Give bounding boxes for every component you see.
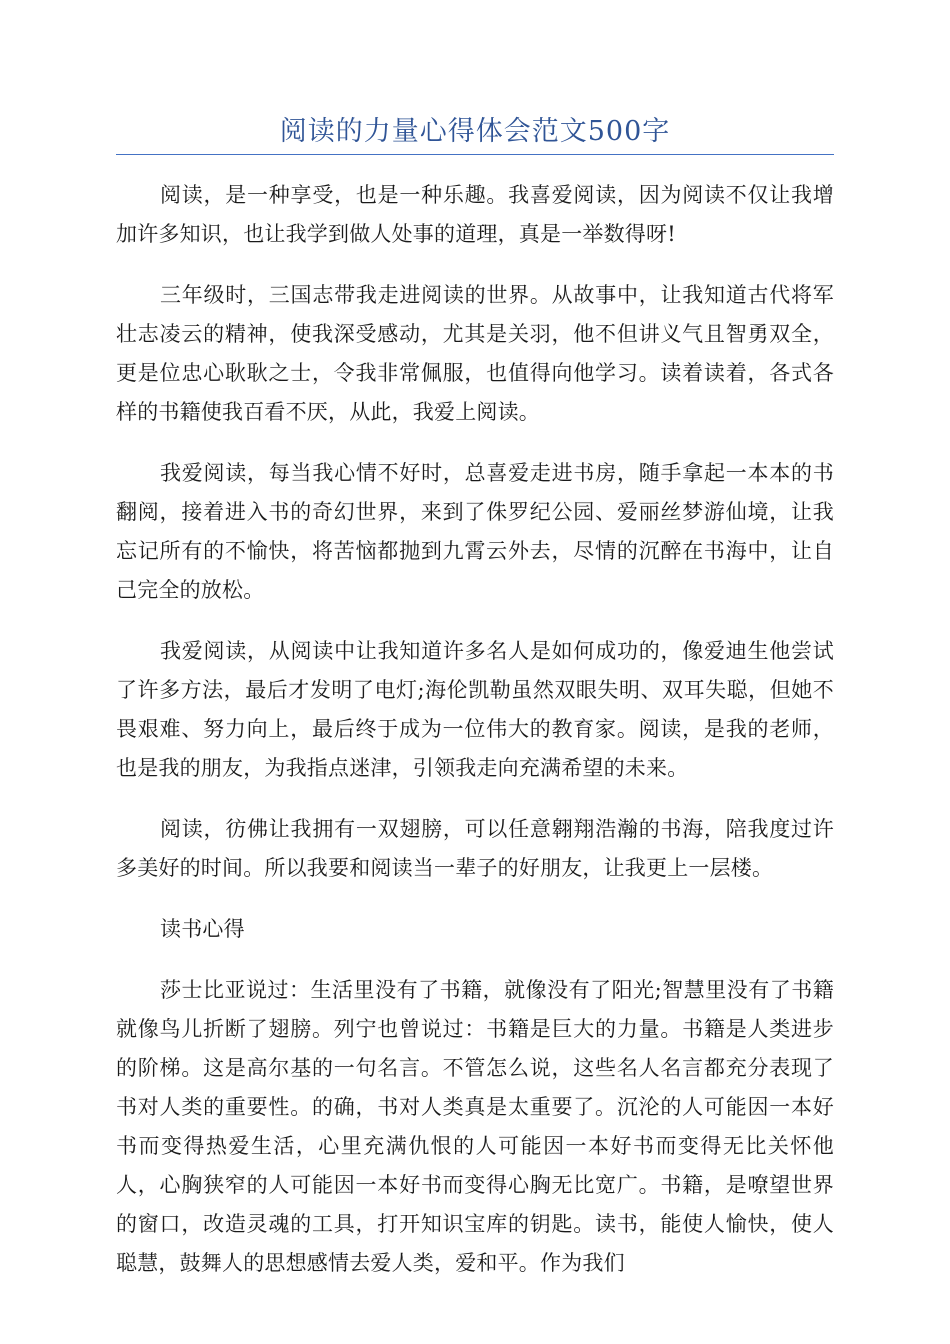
paragraph: 我爱阅读，每当我心情不好时，总喜爱走进书房，随手拿起一本本的书翻阅，接着进入书的奇幻世界，来到了侏罗纪公园、爱丽丝梦游仙境，让我忘记所有的不愉快，将苦恼都抛到九霄云外去，尽情的沉醉在书海中，让自己完全的放松。	[116, 461, 834, 602]
document-body	[116, 176, 834, 1305]
paragraph: 莎士比亚说过：生活里没有了书籍，就像没有了阳光;智慧里没有了书籍就像鸟儿折断了翅膀。列宁也曾说过：书籍是巨大的力量。书籍是人类进步的阶梯。这是高尔基的一句名言。不管怎么说，这些名人名言都充分表现了书对人类的重要性。的确，书对人类真是太重要了。沉沦的人可能因一本好书而变得热爱生活，心里充满仇恨的人可能因一本好书而变得无比关怀他人，心胸狭窄的人可能因一本好书而变得心胸无比宽广。书籍，是嘹望世界的窗口，改造灵魂的工具，打开知识宝库的钥匙。读书，能使人愉快，使人聪慧，鼓舞人的思想感情去爱人类，爱和平。作为我们	[116, 978, 834, 1275]
paragraph: 三年级时，三国志带我走进阅读的世界。从故事中，让我知道古代将军壮志凌云的精神，使我深受感动，尤其是关羽，他不但讲义气且智勇双全，更是位忠心耿耿之士，令我非常佩服，也值得向他学习。读着读着，各式各样的书籍使我百看不厌，从此，我爱上阅读。	[116, 283, 834, 424]
title-underline	[116, 154, 834, 155]
section-heading: 读书心得	[160, 917, 245, 941]
paragraph: 阅读，彷佛让我拥有一双翅膀，可以任意翱翔浩瀚的书海，陪我度过许多美好的时间。所以我要和阅读当一辈子的好朋友，让我更上一层楼。	[116, 817, 834, 880]
page-title: 阅读的力量心得体会范文500字	[279, 116, 671, 147]
paragraph: 我爱阅读，从阅读中让我知道许多名人是如何成功的，像爱迪生他尝试了许多方法，最后才发明了电灯;海伦凯勒虽然双眼失明、双耳失聪，但她不畏艰难、努力向上，最后终于成为一位伟大的教育家。阅读，是我的老师，也是我的朋友，为我指点迷津，引领我走向充满希望的未来。	[116, 639, 834, 780]
paragraph: 阅读，是一种享受，也是一种乐趣。我喜爱阅读，因为阅读不仅让我增加许多知识，也让我学到做人处事的道理，真是一举数得呀!	[116, 183, 834, 246]
